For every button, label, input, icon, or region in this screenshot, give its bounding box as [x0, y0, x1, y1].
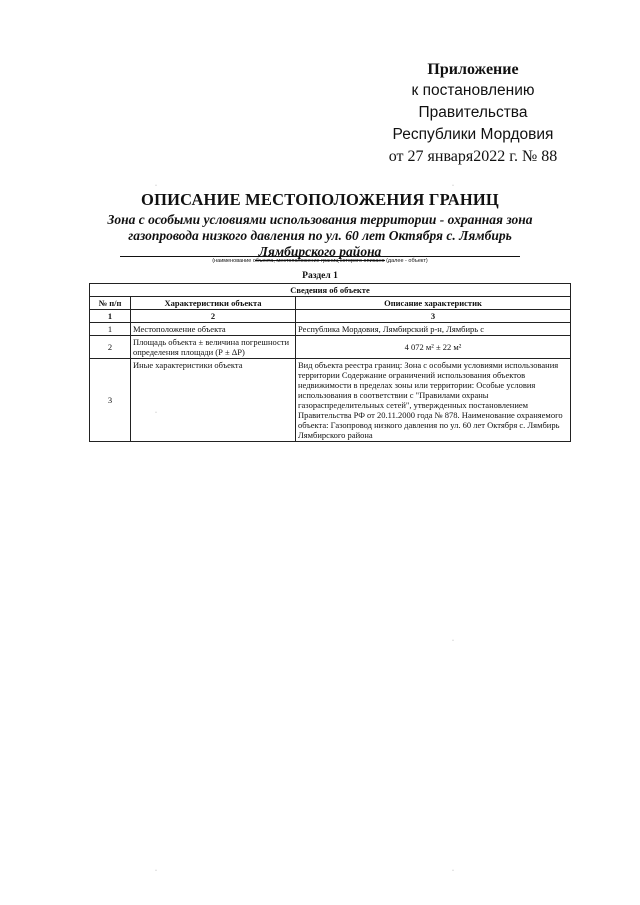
scan-speck: · — [155, 183, 157, 189]
col-number-3: 3 — [296, 310, 571, 323]
row-description: Вид объекта реестра границ: Зона с особыми условиями использования территории Содержание ограничений использования объектов недвижимости в пределах зоны или территории: Особые условия использования в соответствии с "Правилами охраны газораспределительных сетей", утвержденных постановлением Правительства РФ от 20.11.2000 года № 878. Наименование охраняемого объекта: Газопровод низкого давления по ул. 60 лет Октября с. Лямбирь Лямбирского района — [296, 359, 571, 442]
object-caption: (наименование объекта, местоположение границ которого описано (далее - объект) — [120, 256, 520, 264]
row-characteristic: Иные характеристики объекта — [131, 359, 296, 442]
document-subtitle — [80, 212, 560, 261]
appendix-heading: Приложение — [427, 61, 519, 78]
appendix-line-1: к постановлению Правительства — [411, 82, 535, 121]
row-number: 2 — [90, 336, 131, 359]
appendix-block — [358, 60, 588, 168]
table-caption: Сведения об объекте — [90, 284, 571, 297]
table-row — [90, 359, 571, 442]
document-title: ОПИСАНИЕ МЕСТОПОЛОЖЕНИЯ ГРАНИЦ — [141, 190, 499, 209]
scan-speck: · — [155, 410, 157, 416]
appendix-date: от 27 января2022 г. № 88 — [388, 148, 558, 165]
scan-speck: · — [452, 868, 454, 874]
scan-speck: · — [452, 638, 454, 644]
section-heading: Раздел 1 — [302, 271, 338, 281]
col-number-2: 2 — [131, 310, 296, 323]
appendix-line-2: Республики Мордовия — [392, 126, 554, 143]
subtitle-line-1: Зона с особыми условиями использования территории - охранная зона — [107, 212, 533, 227]
col-number-1: 1 — [90, 310, 131, 323]
row-number: 3 — [90, 359, 131, 442]
header-characteristic: Характеристики объекта — [131, 297, 296, 310]
scan-speck: · — [452, 183, 454, 189]
header-number: № п/п — [90, 297, 131, 310]
object-info-table — [89, 283, 571, 442]
scan-speck: · — [155, 868, 157, 874]
row-characteristic: Площадь объекта ± величина погрешности определения площади (Р ± ΔР) — [131, 336, 296, 359]
header-description: Описание характеристик — [296, 297, 571, 310]
row-description: Республика Мордовия, Лямбирский р-н, Лямбирь с — [296, 323, 571, 336]
row-description: 4 072 м² ± 22 м² — [296, 336, 571, 359]
table-row — [90, 336, 571, 359]
row-number: 1 — [90, 323, 131, 336]
subtitle-line-2: газопровода низкого давления по ул. 60 лет Октября с. Лямбирь — [128, 228, 512, 243]
subtitle-line-3: Лямбирского района — [255, 244, 386, 261]
row-characteristic: Местоположение объекта — [131, 323, 296, 336]
table-row — [90, 323, 571, 336]
